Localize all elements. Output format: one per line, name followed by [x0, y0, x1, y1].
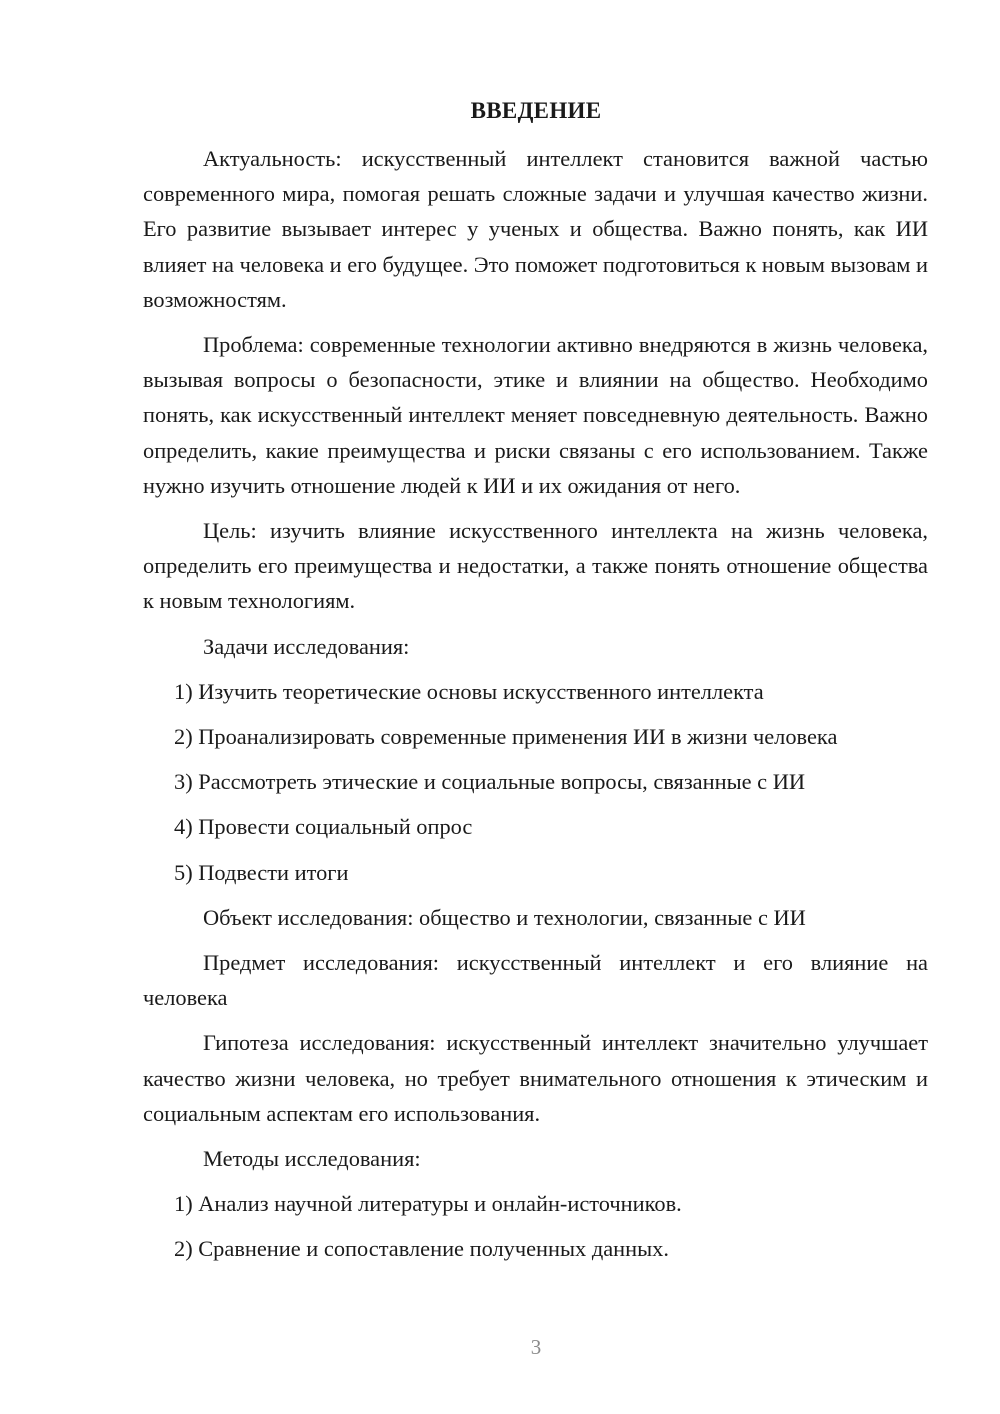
page-number: 3	[530, 1335, 542, 1359]
tasks-heading: Задачи исследования:	[203, 633, 410, 659]
hypothesis-paragraph: Гипотеза исследования: искусственный интеллект значительно улучшает качество жизни человека, но требует внимательного отношения к этическим и социальным аспектам его использования.	[143, 1030, 928, 1126]
methods-heading: Методы исследования:	[203, 1146, 421, 1172]
relevance-paragraph: Актуальность: искусственный интеллект становится важной частью современного мира, помогая решать сложные задачи и улучшая качество жизни. Его развитие вызывает интерес у ученых и общества. Важно понять, как ИИ влияет на человека и его будущее. Это поможет подготовиться к новым вызовам и возможностям.	[143, 146, 928, 312]
task-item: 4) Провести социальный опрос	[174, 814, 473, 840]
method-item: 2) Сравнение и сопоставление полученных данных.	[174, 1236, 669, 1262]
method-item: 1) Анализ научной литературы и онлайн-источников.	[174, 1191, 682, 1217]
subject-paragraph: Предмет исследования: искусственный интеллект и его влияние на человека	[143, 950, 928, 1011]
section-title: ВВЕДЕНИЕ	[470, 98, 602, 123]
task-item: 3) Рассмотреть этические и социальные вопросы, связанные с ИИ	[174, 769, 806, 795]
section-content	[143, 141, 928, 1277]
task-item: 1) Изучить теоретические основы искусственного интеллекта	[174, 678, 764, 704]
goal-paragraph: Цель: изучить влияние искусственного интеллекта на жизнь человека, определить его преимущества и недостатки, а также понять отношение общества к новым технологиям.	[143, 518, 928, 614]
object-paragraph: Объект исследования: общество и технологии, связанные с ИИ	[203, 904, 806, 930]
problem-paragraph: Проблема: современные технологии активно внедряются в жизнь человека, вызывая вопросы о безопасности, этике и влиянии на общество. Необходимо понять, как искусственный интеллект меняет повседневную деятельность. Важно определить, какие преимущества и риски связаны с его использованием. Также нужно изучить отношение людей к ИИ и их ожидания от него.	[143, 332, 928, 498]
task-item: 5) Подвести итоги	[174, 859, 349, 885]
task-item: 2) Проанализировать современные применения ИИ в жизни человека	[174, 724, 838, 750]
